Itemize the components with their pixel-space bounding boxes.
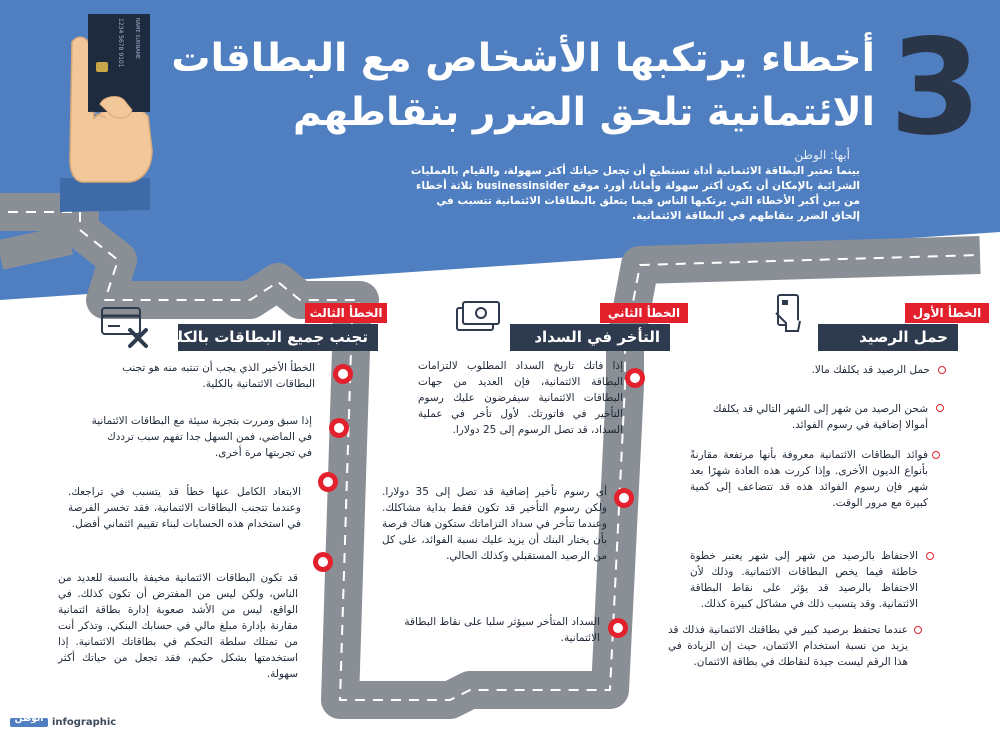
mistake-2-point-2: أي رسوم تأخير إضافية قد تصل إلى 35 دولارا. ولكن رسوم التأخير قد تكون فقط بداية مشاكلك. وعندما تتأخر في سداد التزاماتك ستكون هناك فرصة بأن يختار البنك أن يزيد عليك نسبة الفوائد، على كل من الرصيد المستقبلي وكذلك الحالي. [382,486,607,562]
shirt-cuff [60,178,150,212]
mistake-1-bullet-3 [932,451,940,459]
mistake-1-bullet-2 [936,404,944,412]
mistake-1-point-2: شحن الرصيد من شهر إلى الشهر التالي قد يكلفك أموالا إضافية في رسوم الفوائد. [712,403,928,431]
card-hand-icon [772,293,806,333]
headline-line-2: الائتمانية تلحق الضرر بنقاطهم [292,90,875,135]
byline: أبها: الوطن [794,148,850,162]
mistake-1-bullet-5 [914,626,922,634]
mistake-1-point-4: الاحتفاظ بالرصيد من شهر إلى شهر يعتبر خطوة خاطئة فيما يخص البطاقات الائتمانية. وذلك لأن الاحتفاظ بالرصيد قد يؤثر على نقاط البطاقة الائتمانية. وقد يتسبب ذلك في مشاكل كبيرة كذلك. [690,550,918,610]
mistake-2-point-1: إذا فاتك تاريخ السداد المطلوب لالتزامات البطاقة الائتمانية، فإن العديد من جهات البطاقات الائتمانية سيفرضون عليك رسوم التأخير في فاتورتك. لأول تأخر في عملية السداد، قد تصل الرسوم إلى 25 دولارا. [418,360,623,436]
mistake-2-marker-1[interactable] [625,368,645,388]
mistake-1-point-3: فوائد البطاقات الائتمانية معروفة بأنها مرتفعة مقارنةً بأنواع الديون الأخرى. وإذا كررت هذه العادة شهرًا بعد شهر فإن رسوم الفوائد هذه قد تتضاعف إلى كمية كبيرة مع مرور الوقت. [690,449,928,509]
mistake-3-point-4: قد تكون البطاقات الائتمانية مخيفة بالنسبة للعديد من الناس، ولكن ليس من المفترض أن تكون كذلك. في الواقع، ليس من الأشد صعوبة إدارة بطاقة ائتمانية مقارنة بإدارة مبلغ مالي في حسابك البنكي. وتذكر أنت من تمتلك سلطة التحكم في بطاقاتك الائتمانية. إذا استخدمتها بشكل حكيم، فقد تجعل من حياتك أكثر سهولة. [58,572,298,680]
headline-line-1: أخطاء يرتكبها الأشخاص مع البطاقات [171,36,875,81]
card-cancel-icon [100,304,152,348]
mistake-1-title: حمل الرصيد [818,324,958,351]
mistake-3-point-2: إذا سبق ومررت بتجربة سيئة مع البطاقات الائتمانية في الماضي، فمن السهل جدا تفهم سبب ترددك في تجربتها مرة أخرى. [91,415,312,459]
mistake-3-marker-4[interactable] [313,552,333,572]
mistake-2-marker-3[interactable] [608,618,628,638]
mistake-2-point-3: السداد المتأخر سيؤثر سلبا على نقاط البطاقة الائتمانية. [404,616,600,644]
footer-label: infographic [52,717,117,728]
mistake-2-tag: الخطأ الثاني [600,303,688,323]
intro-paragraph: بينما تعتبر البطاقة الائتمانية أداة تستطيع أن تجعل حياتك أكثر سهولة، والقيام بالعمليات الشرائية بالإمكان أن يكون أكثر سهولة وأمانا، أورد موقع businessinsider ثلاثة أخطاء من بين أكبر الأخطاء التي يرتكبها الناس فيما يتعلق بالبطاقات الائتمانية تتسبب في إلحاق الضرر بنقاطهم في البطاقة الائتمانية. [410,165,860,222]
card-name: NAME SURNAME [134,18,140,60]
mistake-1-point-5: عندما تحتفظ برصيد كبير في بطاقتك الائتمانية فذلك قد يزيد من نسبة استخدام الائتمان، حيث إن الزيادة في هذا الرقم ليست جيدة لنقاطك في بطاقة الائتمان. [668,624,908,668]
mistake-1-tag: الخطأ الأول [905,303,989,323]
mistake-3-marker-1[interactable] [333,364,353,384]
card-chip [96,62,108,72]
card-number: 1234 5678 9101 [117,18,124,68]
mistake-2-marker-2[interactable] [614,488,634,508]
big-number-three: 3 [889,11,982,165]
mistake-3-point-3: الابتعاد الكامل عنها خطأ قد يتسبب في تراجعك. وعندما تتجنب البطاقات الائتمانية، فقد تخسر الفرصة في استخدام هذه الحسابات لبناء تقييم ائتماني أفضل. [68,486,301,530]
newspaper-logo-text: الوطن [14,714,44,724]
mistake-1-bullet-4 [926,552,934,560]
cash-icon [455,298,501,334]
mistake-3-marker-3[interactable] [318,472,338,492]
mistake-3-title: تجنب جميع البطاقات بالكلية [178,324,378,351]
mistake-3-tag: الخطأ الثالث [305,303,387,323]
mistake-3-point-1: الخطأ الأخير الذي يجب أن تنتبه منه هو تجنب البطاقات الائتمانية بالكلية. [122,362,315,390]
mistake-3-marker-2[interactable] [329,418,349,438]
mistake-1-point-1: حمل الرصيد قد يكلفك مالا. [811,364,930,376]
mistake-2-title: التأخر في السداد [510,324,670,351]
mistake-1-bullet-1 [938,366,946,374]
